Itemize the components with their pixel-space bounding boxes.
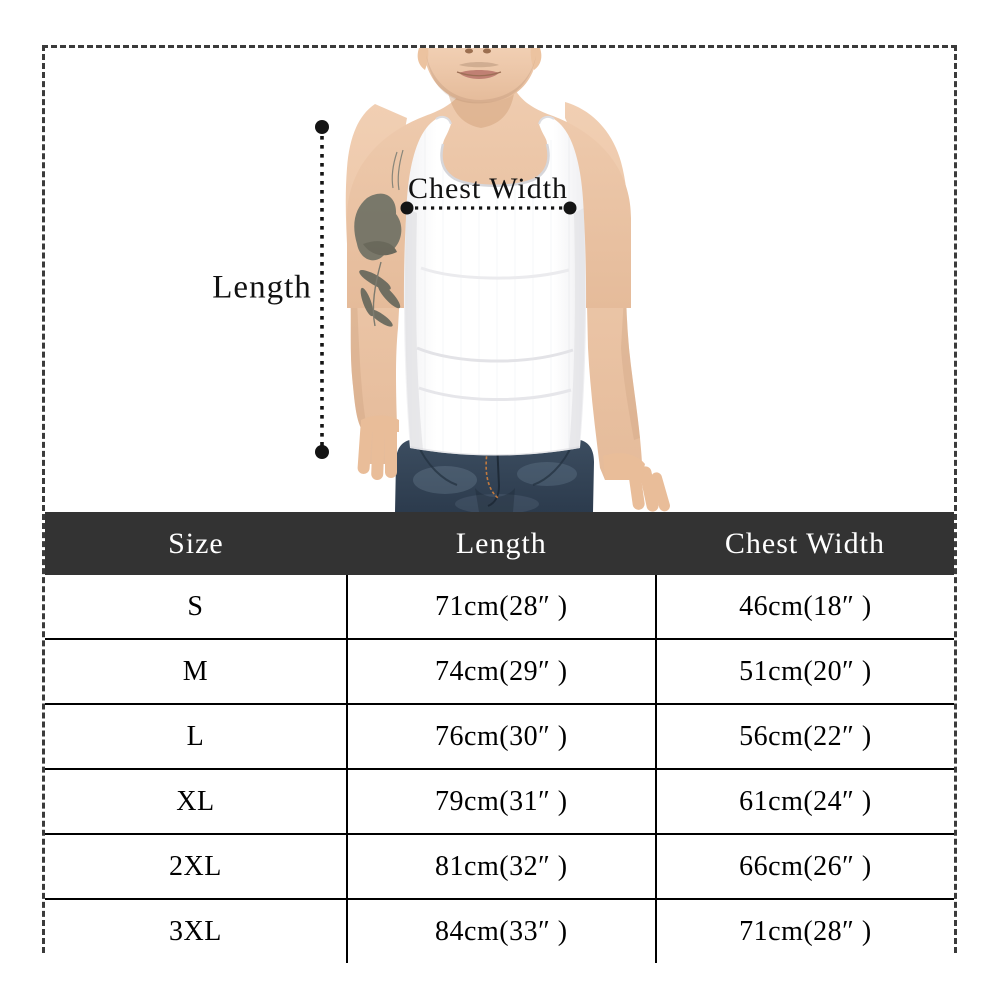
chest-width-cell: 61cm(24″ ) [656,769,954,834]
size-cell: L [45,704,347,769]
size-cell: 2XL [45,834,347,899]
chest-width-cell: 51cm(20″ ) [656,639,954,704]
chest-width-measurement-label: Chest Width [407,172,569,205]
length-bottom-dot [315,445,329,459]
left-ear [418,48,429,70]
column-header-size: Size [45,512,347,575]
chest-width-cell: 71cm(28″ ) [656,899,954,963]
length-top-dot [315,120,329,134]
length-measurement-label: Length [212,269,312,306]
chest-width-cell: 56cm(22″ ) [656,704,954,769]
left-hand [357,416,399,481]
table-row-xl [45,769,954,834]
table-row-s [45,575,954,639]
chest-width-cell: 66cm(26″ ) [656,834,954,899]
size-cell: M [45,639,347,704]
size-chart-table [45,512,954,963]
chest-width-cell: 46cm(18″ ) [656,575,954,639]
size-cell: S [45,575,347,639]
right-hand [603,453,671,512]
table-row-2xl [45,834,954,899]
length-cell: 81cm(32″ ) [347,834,656,899]
model-photo-area [45,48,954,512]
table-row-m [45,639,954,704]
nostril [465,49,473,54]
length-cell: 74cm(29″ ) [347,639,656,704]
length-cell: 84cm(33″ ) [347,899,656,963]
size-cell: XL [45,769,347,834]
length-cell: 71cm(28″ ) [347,575,656,639]
length-cell: 79cm(31″ ) [347,769,656,834]
length-cell: 76cm(30″ ) [347,704,656,769]
table-row-l [45,704,954,769]
size-chart-card [42,45,957,953]
column-header-chest-width: Chest Width [656,512,954,575]
column-header-length: Length [347,512,656,575]
size-cell: 3XL [45,899,347,963]
face [418,48,542,103]
nostril [483,49,491,54]
table-row-3xl [45,899,954,963]
table-header-row [45,512,954,575]
model-illustration [45,48,954,512]
